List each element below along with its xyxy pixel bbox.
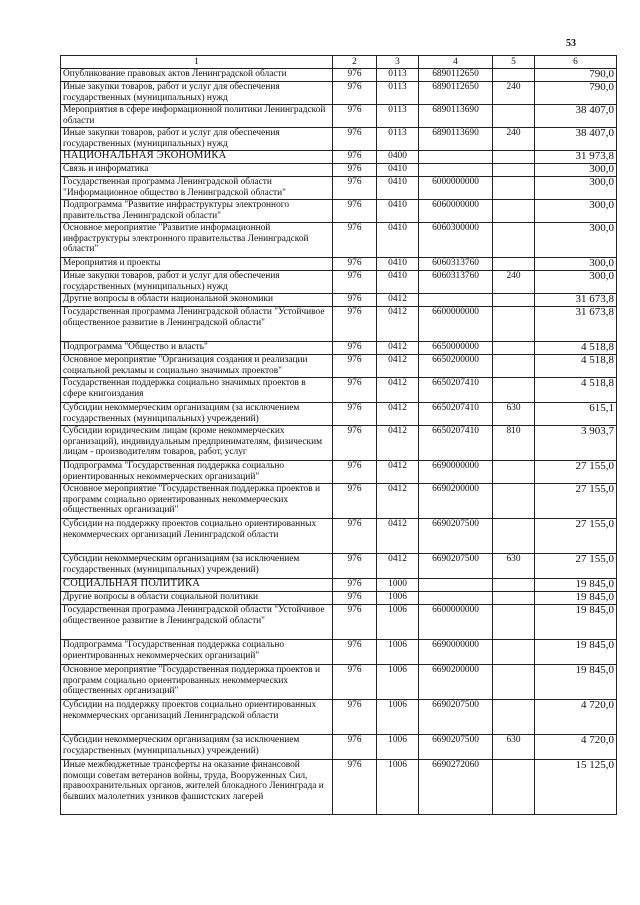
row-target-article: 6690000000 <box>419 640 493 665</box>
row-name-cell: Основное мероприятие "Организация создания и реализации социальной рекламы и социально значимых проектов" <box>61 355 333 378</box>
row-ministry-code: 976 <box>333 579 377 592</box>
row-amount: 19 845,0 <box>535 605 617 640</box>
row-ministry-code: 976 <box>333 519 377 554</box>
row-section-code: 0113 <box>377 82 419 105</box>
row-name-cell: Государственная поддержка социально значимых проектов в сфере книгоиздания <box>61 378 333 403</box>
row-section-code: 0412 <box>377 307 419 342</box>
row-target-article <box>419 164 493 177</box>
row-section-code: 0412 <box>377 554 419 579</box>
row-ministry-code: 976 <box>333 605 377 640</box>
row-ministry-code: 976 <box>333 640 377 665</box>
row-amount: 31 673,8 <box>535 294 617 307</box>
row-name-cell: Мероприятия и проекты <box>61 258 333 271</box>
row-name-cell: Основное мероприятие "Государственная поддержка проектов и программ социально ориентированных некоммерческих общественных организаций" <box>61 484 333 519</box>
table-row <box>61 554 617 579</box>
row-section-code: 0410 <box>377 271 419 294</box>
row-section-code: 0412 <box>377 294 419 307</box>
row-target-article <box>419 592 493 605</box>
row-section-code: 0410 <box>377 258 419 271</box>
table-row <box>61 484 617 519</box>
row-ministry-code: 976 <box>333 307 377 342</box>
row-section-code: 1000 <box>377 579 419 592</box>
row-expense-type: 630 <box>493 554 535 579</box>
row-amount: 31 973,8 <box>535 151 617 164</box>
row-section-code: 1006 <box>377 760 419 815</box>
row-name-cell: Государственная программа Ленинградской области "Устойчивое общественное развитие в Ленинградской области" <box>61 307 333 342</box>
row-expense-type: 810 <box>493 426 535 461</box>
table-row <box>61 294 617 307</box>
row-name-cell: НАЦИОНАЛЬНАЯ ЭКОНОМИКА <box>61 151 333 164</box>
row-expense-type <box>493 342 535 355</box>
row-ministry-code: 976 <box>333 403 377 426</box>
row-target-article: 6060313760 <box>419 258 493 271</box>
row-section-code: 1006 <box>377 640 419 665</box>
row-section-code: 0412 <box>377 355 419 378</box>
row-ministry-code: 976 <box>333 271 377 294</box>
table-row <box>61 378 617 403</box>
table-row <box>61 760 617 815</box>
header-col-4: 4 <box>419 56 493 69</box>
row-section-code: 0113 <box>377 105 419 128</box>
row-amount: 27 155,0 <box>535 554 617 579</box>
row-amount: 615,1 <box>535 403 617 426</box>
row-amount: 4 518,8 <box>535 355 617 378</box>
row-section-code: 0412 <box>377 426 419 461</box>
table-row <box>61 519 617 554</box>
row-expense-type: 240 <box>493 128 535 151</box>
row-target-article: 6600000000 <box>419 307 493 342</box>
table-row <box>61 592 617 605</box>
row-ministry-code: 976 <box>333 177 377 200</box>
row-ministry-code: 976 <box>333 105 377 128</box>
row-amount: 790,0 <box>535 82 617 105</box>
row-target-article: 6690200000 <box>419 484 493 519</box>
row-expense-type <box>493 592 535 605</box>
table-row <box>61 258 617 271</box>
row-section-code: 0400 <box>377 151 419 164</box>
row-amount: 4 720,0 <box>535 700 617 735</box>
row-target-article: 6690000000 <box>419 461 493 484</box>
row-section-code: 0412 <box>377 378 419 403</box>
row-target-article: 6690207500 <box>419 700 493 735</box>
row-expense-type <box>493 461 535 484</box>
row-expense-type <box>493 258 535 271</box>
row-target-article: 6690200000 <box>419 665 493 700</box>
row-section-code: 0412 <box>377 342 419 355</box>
row-target-article: 6690207500 <box>419 554 493 579</box>
table-row <box>61 69 617 82</box>
row-name-cell: Субсидии на поддержку проектов социально ориентированных некоммерческих организаций Ленинградской области <box>61 700 333 735</box>
row-ministry-code: 976 <box>333 735 377 760</box>
row-expense-type: 630 <box>493 735 535 760</box>
table-row <box>61 700 617 735</box>
row-ministry-code: 976 <box>333 760 377 815</box>
row-target-article: 6690272060 <box>419 760 493 815</box>
row-expense-type <box>493 579 535 592</box>
table-row <box>61 640 617 665</box>
row-amount: 3 903,7 <box>535 426 617 461</box>
row-target-article: 6890113690 <box>419 128 493 151</box>
row-name-cell: Государственная программа Ленинградской области "Устойчивое общественное развитие в Ленинградской области" <box>61 605 333 640</box>
row-target-article: 6690207500 <box>419 735 493 760</box>
row-target-article: 6890112650 <box>419 69 493 82</box>
row-name-cell: Субсидии на поддержку проектов социально ориентированных некоммерческих организаций Ленинградской области <box>61 519 333 554</box>
row-ministry-code: 976 <box>333 164 377 177</box>
row-name-cell: Связь и информатика <box>61 164 333 177</box>
table-row <box>61 164 617 177</box>
row-section-code: 0113 <box>377 69 419 82</box>
row-target-article: 6060300000 <box>419 223 493 258</box>
row-expense-type <box>493 164 535 177</box>
row-expense-type <box>493 700 535 735</box>
section-row <box>61 151 617 164</box>
row-expense-type: 630 <box>493 403 535 426</box>
row-name-cell: Государственная программа Ленинградской области "Информационное общество в Ленинградской области" <box>61 177 333 200</box>
row-amount: 300,0 <box>535 271 617 294</box>
row-expense-type <box>493 200 535 223</box>
row-amount: 19 845,0 <box>535 640 617 665</box>
header-col-3: 3 <box>377 56 419 69</box>
row-expense-type <box>493 760 535 815</box>
row-name-cell: Субсидии некоммерческим организациям (за исключением государственных (муниципальных) учреждений) <box>61 554 333 579</box>
row-target-article: 6650207410 <box>419 426 493 461</box>
row-target-article: 6690207500 <box>419 519 493 554</box>
row-section-code: 0412 <box>377 403 419 426</box>
table-row <box>61 200 617 223</box>
row-amount: 4 518,8 <box>535 342 617 355</box>
row-amount: 15 125,0 <box>535 760 617 815</box>
row-amount: 300,0 <box>535 164 617 177</box>
row-ministry-code: 976 <box>333 484 377 519</box>
row-name-cell: Другие вопросы в области социальной политики <box>61 592 333 605</box>
row-amount: 19 845,0 <box>535 665 617 700</box>
row-name-cell: Иные закупки товаров, работ и услуг для обеспечения государственных (муниципальных) нужд <box>61 128 333 151</box>
row-ministry-code: 976 <box>333 461 377 484</box>
row-name-cell: Подпрограмма "Развитие инфраструктуры электронного правительства Ленинградской области" <box>61 200 333 223</box>
row-amount: 38 407,0 <box>535 105 617 128</box>
table-row <box>61 177 617 200</box>
row-target-article: 6600000000 <box>419 605 493 640</box>
row-amount: 300,0 <box>535 200 617 223</box>
row-section-code: 1006 <box>377 605 419 640</box>
row-section-code: 0113 <box>377 128 419 151</box>
row-expense-type <box>493 69 535 82</box>
row-amount: 27 155,0 <box>535 461 617 484</box>
row-name-cell: СОЦИАЛЬНАЯ ПОЛИТИКА <box>61 579 333 592</box>
row-section-code: 0412 <box>377 461 419 484</box>
row-ministry-code: 976 <box>333 592 377 605</box>
table-row <box>61 426 617 461</box>
row-ministry-code: 976 <box>333 378 377 403</box>
row-name-cell: Субсидии некоммерческим организациям (за исключением государственных (муниципальных) учреждений) <box>61 403 333 426</box>
row-expense-type <box>493 484 535 519</box>
row-name-cell: Мероприятия в сфере информационной политики Ленинградской области <box>61 105 333 128</box>
row-ministry-code: 976 <box>333 128 377 151</box>
row-amount: 38 407,0 <box>535 128 617 151</box>
row-section-code: 0412 <box>377 484 419 519</box>
row-target-article: 6650000000 <box>419 342 493 355</box>
header-col-2: 2 <box>333 56 377 69</box>
row-ministry-code: 976 <box>333 82 377 105</box>
row-amount: 4 720,0 <box>535 735 617 760</box>
row-expense-type: 240 <box>493 271 535 294</box>
section-row <box>61 579 617 592</box>
row-amount: 27 155,0 <box>535 484 617 519</box>
row-name-cell: Основное мероприятие "Государственная поддержка проектов и программ социально ориентированных некоммерческих общественных организаций" <box>61 665 333 700</box>
row-target-article: 6000000000 <box>419 177 493 200</box>
row-name-cell: Подпрограмма "Государственная поддержка социально ориентированных некоммерческих организаций" <box>61 461 333 484</box>
table-row <box>61 403 617 426</box>
row-amount: 27 155,0 <box>535 519 617 554</box>
header-col-6: 6 <box>535 56 617 69</box>
row-ministry-code: 976 <box>333 200 377 223</box>
row-section-code: 1006 <box>377 735 419 760</box>
row-expense-type <box>493 223 535 258</box>
row-name-cell: Иные закупки товаров, работ и услуг для обеспечения государственных (муниципальных) нужд <box>61 271 333 294</box>
row-amount: 300,0 <box>535 177 617 200</box>
row-ministry-code: 976 <box>333 258 377 271</box>
header-col-1: 1 <box>61 56 333 69</box>
row-expense-type <box>493 294 535 307</box>
table-row <box>61 271 617 294</box>
row-expense-type <box>493 307 535 342</box>
row-expense-type <box>493 378 535 403</box>
row-name-cell: Подпрограмма "Общество и власть" <box>61 342 333 355</box>
row-ministry-code: 976 <box>333 151 377 164</box>
table-header-row <box>61 56 617 69</box>
budget-table <box>60 55 617 815</box>
row-ministry-code: 976 <box>333 223 377 258</box>
header-col-5: 5 <box>493 56 535 69</box>
row-target-article: 6890113690 <box>419 105 493 128</box>
table-row <box>61 223 617 258</box>
row-target-article <box>419 151 493 164</box>
row-expense-type <box>493 355 535 378</box>
row-target-article: 6650207410 <box>419 378 493 403</box>
row-ministry-code: 976 <box>333 69 377 82</box>
row-name-cell: Иные закупки товаров, работ и услуг для обеспечения государственных (муниципальных) нужд <box>61 82 333 105</box>
row-name-cell: Опубликование правовых актов Ленинградской области <box>61 69 333 82</box>
row-expense-type <box>493 177 535 200</box>
row-target-article: 6650207410 <box>419 403 493 426</box>
row-section-code: 1006 <box>377 700 419 735</box>
row-expense-type <box>493 665 535 700</box>
row-ministry-code: 976 <box>333 554 377 579</box>
row-amount: 790,0 <box>535 69 617 82</box>
row-ministry-code: 976 <box>333 294 377 307</box>
row-ministry-code: 976 <box>333 665 377 700</box>
row-section-code: 0412 <box>377 519 419 554</box>
table-row <box>61 355 617 378</box>
row-target-article: 6650200000 <box>419 355 493 378</box>
row-expense-type <box>493 605 535 640</box>
row-name-cell: Субсидии некоммерческим организациям (за исключением государственных (муниципальных) учреждений) <box>61 735 333 760</box>
row-name-cell: Основное мероприятие "Развитие информационной инфраструктуры электронного правительства Ленинградской области" <box>61 223 333 258</box>
row-section-code: 0410 <box>377 164 419 177</box>
row-target-article <box>419 294 493 307</box>
row-target-article: 6060000000 <box>419 200 493 223</box>
table-row <box>61 82 617 105</box>
table-row <box>61 128 617 151</box>
table-row <box>61 735 617 760</box>
row-section-code: 0410 <box>377 223 419 258</box>
row-amount: 19 845,0 <box>535 592 617 605</box>
row-amount: 300,0 <box>535 258 617 271</box>
row-section-code: 1006 <box>377 592 419 605</box>
row-name-cell: Другие вопросы в области национальной экономики <box>61 294 333 307</box>
row-expense-type: 240 <box>493 82 535 105</box>
row-section-code: 1006 <box>377 665 419 700</box>
table-row <box>61 665 617 700</box>
row-expense-type <box>493 105 535 128</box>
row-target-article <box>419 579 493 592</box>
page-number: 53 <box>566 38 576 49</box>
table-row <box>61 307 617 342</box>
row-amount: 19 845,0 <box>535 579 617 592</box>
row-expense-type <box>493 640 535 665</box>
table-row <box>61 605 617 640</box>
row-amount: 300,0 <box>535 223 617 258</box>
row-name-cell: Субсидии юридическим лицам (кроме некоммерческих организаций), индивидуальным предпринимателям, физическим лицам - производителям товаров, работ, услуг <box>61 426 333 461</box>
table-row <box>61 461 617 484</box>
row-name-cell: Иные межбюджетные трансферты на оказание финансовой помощи советам ветеранов войны, труда, Вооруженных Сил, правоохранительных органов, жителей блокадного Ленинграда и бывших малолетних узников фашистских лагерей <box>61 760 333 815</box>
table-body <box>61 69 617 815</box>
row-section-code: 0410 <box>377 177 419 200</box>
row-section-code: 0410 <box>377 200 419 223</box>
row-amount: 31 673,8 <box>535 307 617 342</box>
row-target-article: 6060313760 <box>419 271 493 294</box>
row-name-cell: Подпрограмма "Государственная поддержка социально ориентированных некоммерческих организаций" <box>61 640 333 665</box>
row-amount: 4 518,8 <box>535 378 617 403</box>
table-row <box>61 105 617 128</box>
row-target-article: 6890112650 <box>419 82 493 105</box>
row-expense-type <box>493 151 535 164</box>
row-ministry-code: 976 <box>333 426 377 461</box>
row-ministry-code: 976 <box>333 355 377 378</box>
row-ministry-code: 976 <box>333 700 377 735</box>
row-expense-type <box>493 519 535 554</box>
table-row <box>61 342 617 355</box>
row-ministry-code: 976 <box>333 342 377 355</box>
